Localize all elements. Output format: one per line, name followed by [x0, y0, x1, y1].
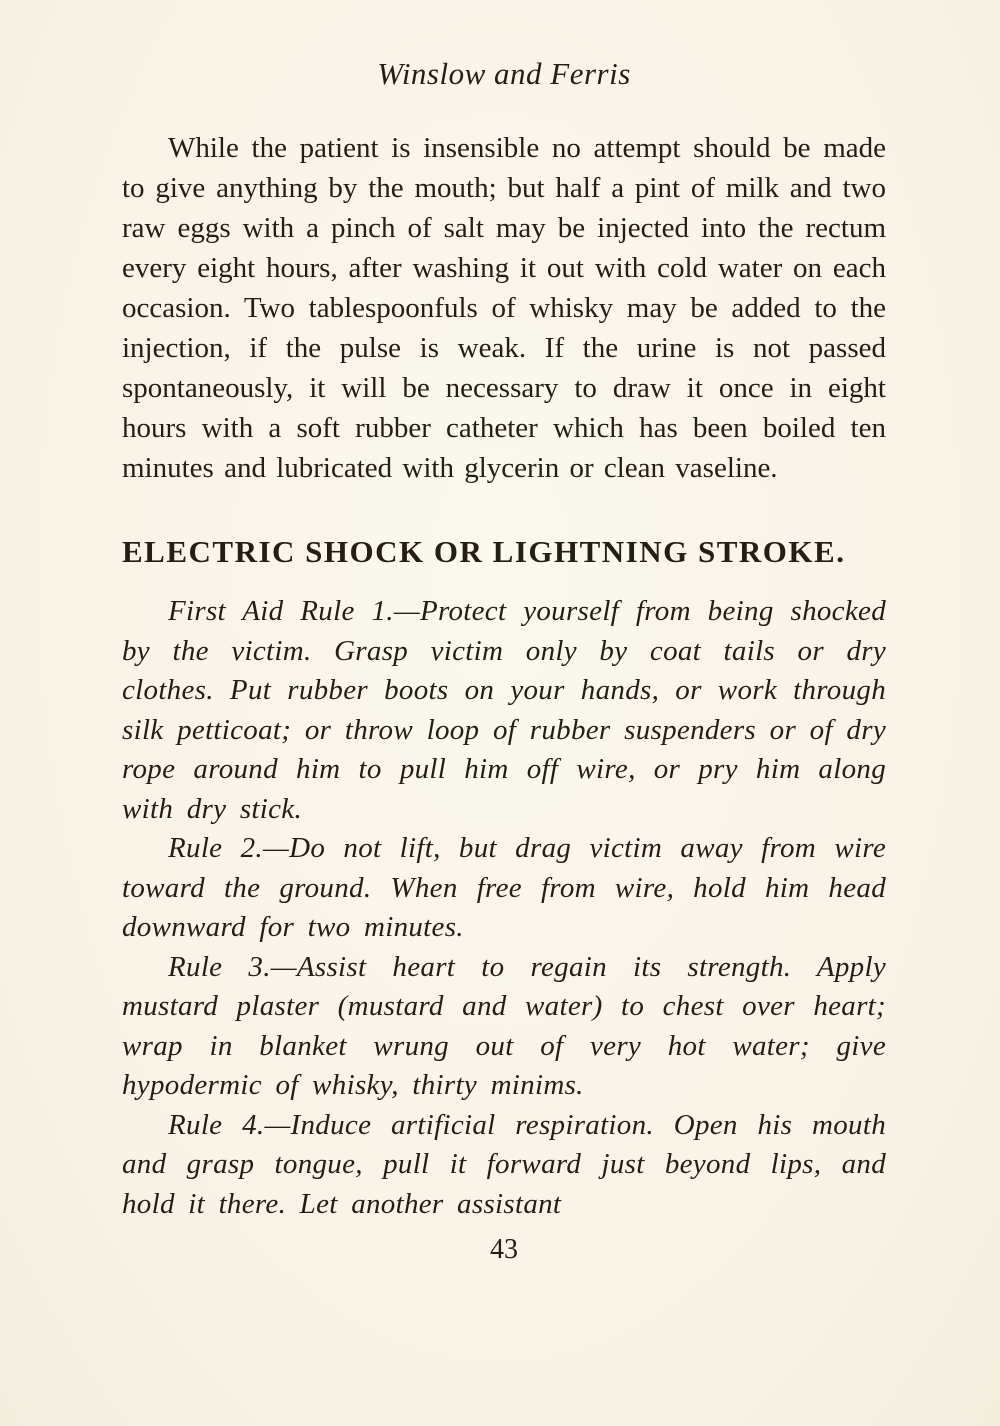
- running-head: Winslow and Ferris: [377, 56, 631, 91]
- page-number: 43: [490, 1234, 518, 1265]
- rule-1-paragraph: First Aid Rule 1.—Protect yourself from being shocked by the victim. Grasp victim only by coat tails or dry clothes. Put rubber boots on your hands, or work through silk petticoat; or throw loop of rubber suspenders or of dry rope around him to pull him off wire, or pry him along with dry stick.: [122, 595, 886, 825]
- rule-4-paragraph: Rule 4.—Induce artificial respiration. Open his mouth and grasp tongue, pull it forward just beyond lips, and hold it there. Let another assistant: [122, 1108, 886, 1220]
- rule-2-paragraph: Rule 2.—Do not lift, but drag victim away from wire toward the ground. When free from wire, hold him head downward for two minutes.: [122, 832, 886, 943]
- rule-3-paragraph: Rule 3.—Assist heart to regain its strength. Apply mustard plaster (mustard and water) to chest over heart; wrap in blanket wrung out of very hot water; give hypodermic of whisky, thirty minims.: [122, 950, 886, 1101]
- paragraph-patient-care: While the patient is insensible no attempt should be made to give anything by the mouth; but half a pint of milk and two raw eggs with a pinch of salt may be injected into the rectum every eight hours, after washing it out with cold water on each occasion. Two tablespoonfuls of whisky may be added to the injection, if the pulse is weak. If the urine is not passed spontaneously, it will be necessary to draw it once in eight hours with a soft rubber catheter which has been boiled ten minutes and lubricated with glycerin or clean vaseline.: [122, 132, 886, 484]
- section-heading: ELECTRIC SHOCK OR LIGHTNING STROKE.: [122, 534, 846, 569]
